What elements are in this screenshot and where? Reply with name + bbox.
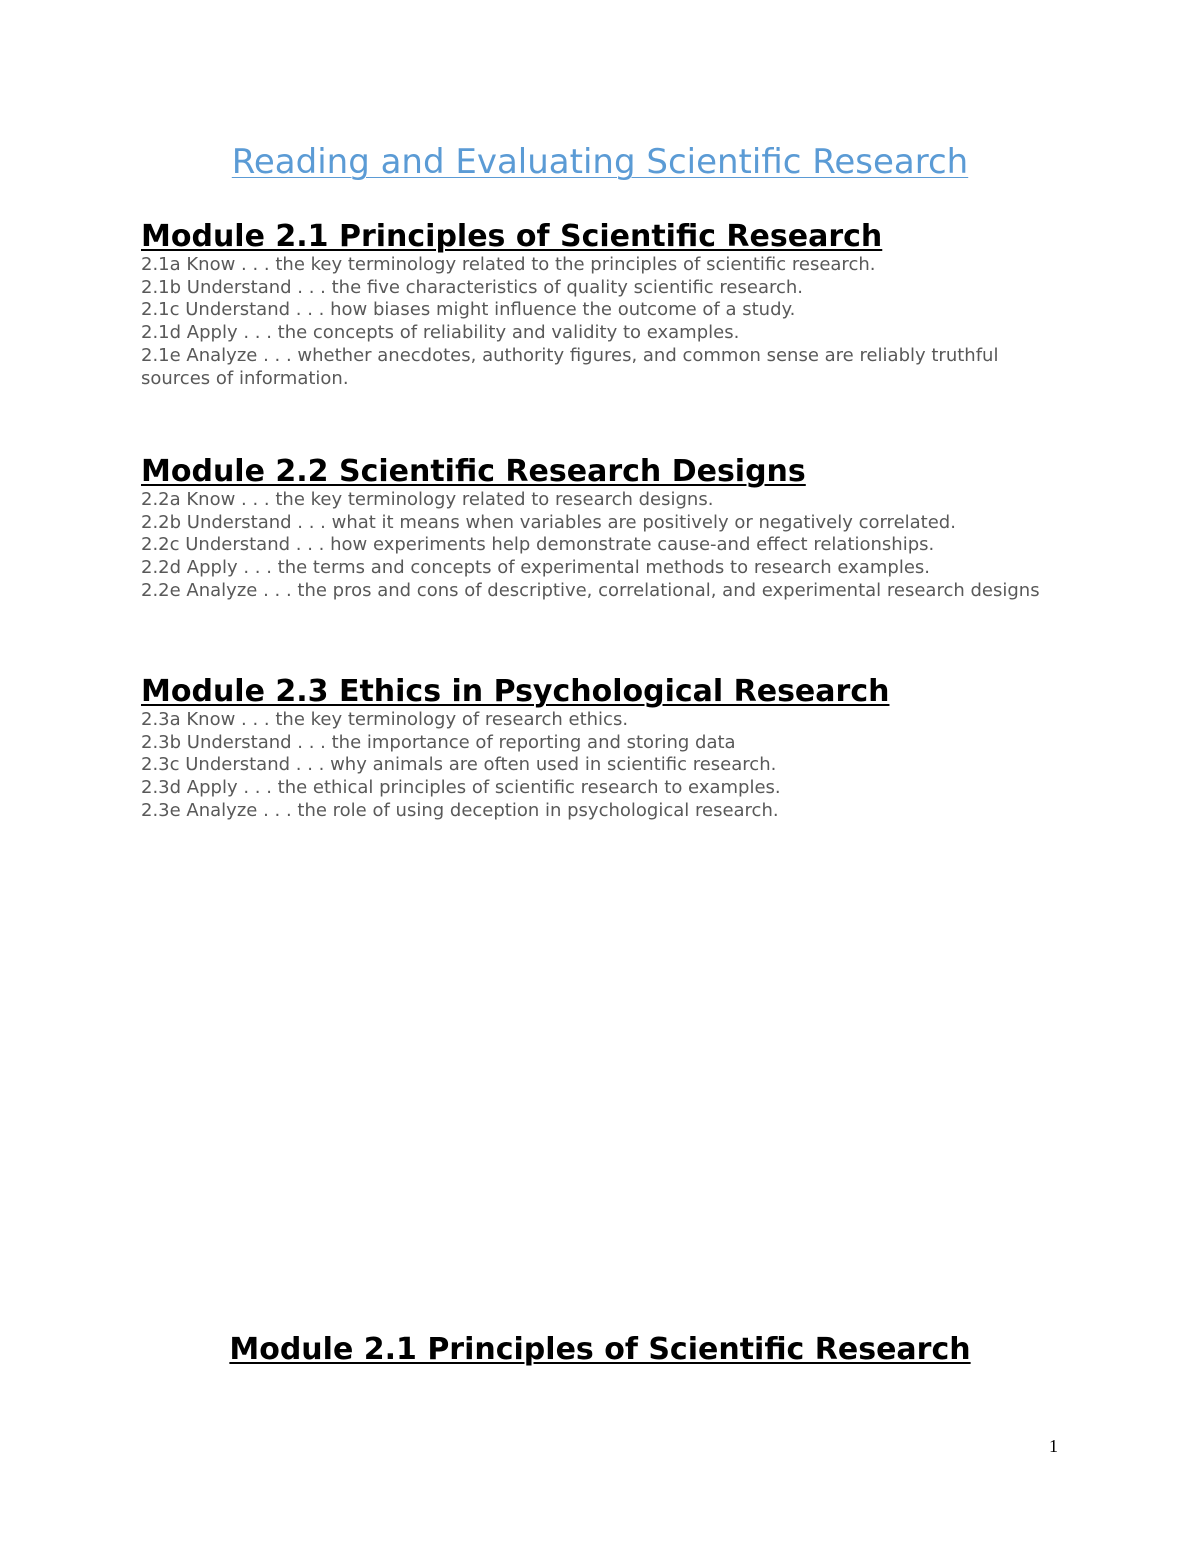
objective-item: 2.2c Understand . . . how experiments help demonstrate cause-and effect relationships. — [141, 534, 935, 556]
objective-item: 2.1a Know . . . the key terminology related to the principles of scientific research. — [141, 254, 876, 275]
objective-item: 2.1e Analyze . . . whether anecdotes, authority figures, and common sense are reliably truthful sources of information. — [141, 344, 999, 389]
objectives-list — [141, 254, 1061, 390]
page-number: 1 — [1049, 1436, 1058, 1456]
objective-item: 2.3e Analyze . . . the role of using deception in psychological research. — [141, 799, 779, 821]
objective-item: 2.2d Apply . . . the terms and concepts of experimental methods to research examples. — [141, 557, 930, 579]
objective-item: 2.2a Know . . . the key terminology related to research designs. — [141, 489, 714, 510]
objective-item: 2.3d Apply . . . the ethical principles of scientific research to examples. — [141, 777, 781, 799]
objective-item: 2.3c Understand . . . why animals are often used in scientific research. — [141, 754, 777, 776]
objective-item: 2.2b Understand . . . what it means when variables are positively or negatively correlated. — [141, 511, 956, 533]
objective-item: 2.3a Know . . . the key terminology of research ethics. — [141, 709, 629, 730]
module-2-3-section — [141, 675, 1061, 823]
objective-item: 2.3b Understand . . . the importance of reporting and storing data — [141, 731, 736, 753]
module-heading: Module 2.3 Ethics in Psychological Research — [141, 674, 890, 709]
objective-item: 2.1b Understand . . . the five characteristics of quality scientific research. — [141, 276, 804, 298]
objectives-list — [141, 709, 1061, 823]
module-heading: Module 2.2 Scientific Research Designs — [141, 454, 806, 489]
objective-item: 2.1d Apply . . . the concepts of reliability and validity to examples. — [141, 322, 740, 344]
page-title: Reading and Evaluating Scientific Research — [231, 142, 969, 182]
objectives-list — [141, 489, 1061, 603]
module-2-1-section — [141, 220, 1061, 390]
objective-item: 2.2e Analyze . . . the pros and cons of descriptive, correlational, and experimental research designs — [141, 579, 1040, 601]
module-heading: Module 2.1 Principles of Scientific Research — [141, 219, 883, 254]
section-heading: Module 2.1 Principles of Scientific Research — [229, 1332, 971, 1367]
objective-item: 2.1c Understand . . . how biases might influence the outcome of a study. — [141, 299, 796, 321]
module-2-2-section — [141, 455, 1061, 603]
